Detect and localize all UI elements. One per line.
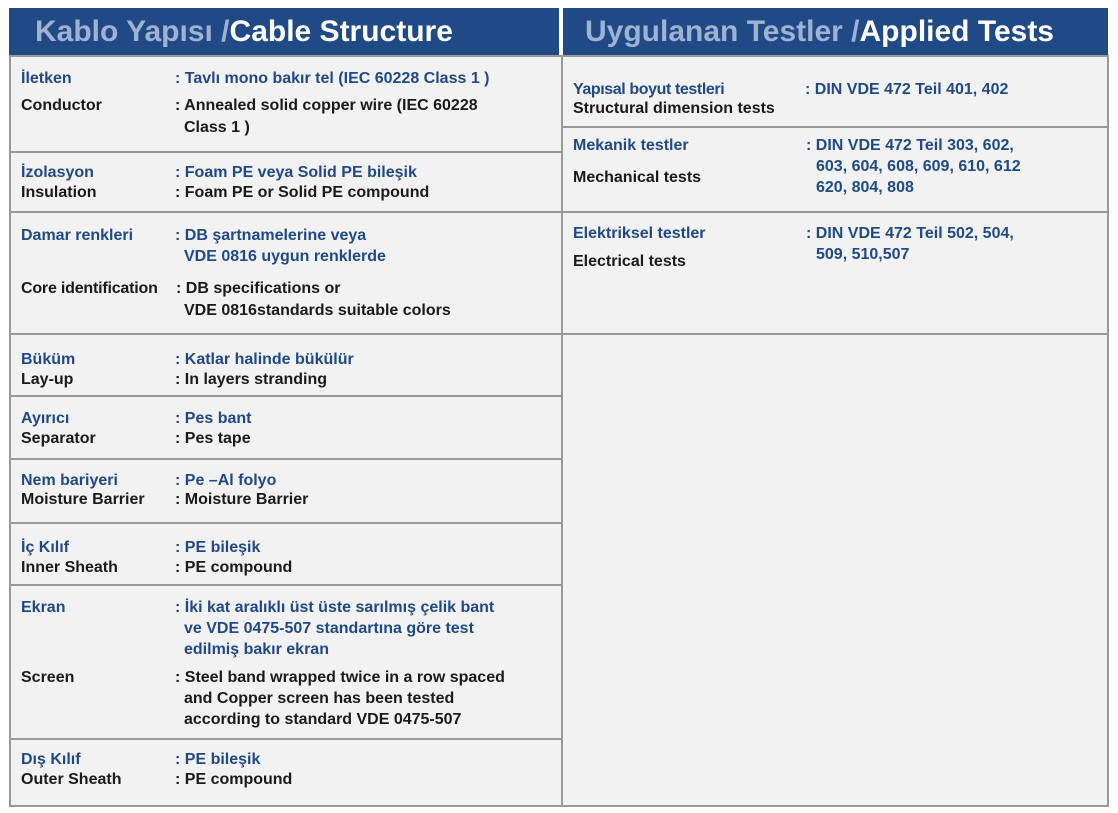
core-label-tr: Damar renkleri <box>21 227 134 244</box>
header-right-en: Applied Tests <box>859 14 1054 48</box>
mechanical-value-1: : DIN VDE 472 Teil 303, 602, <box>806 137 1014 154</box>
row-divider <box>9 522 562 524</box>
header-left-tr: Kablo Yapısı / <box>35 14 230 48</box>
electrical-label-tr: Elektriksel testler <box>573 225 706 242</box>
inner-value-tr: : PE bileşik <box>175 539 261 556</box>
insulation-label-tr: İzolasyon <box>21 164 94 181</box>
inner-label-en: Inner Sheath <box>21 559 118 576</box>
inner-label-tr: İç Kılıf <box>21 539 70 556</box>
conductor-value-tr: : Tavlı mono bakır tel (IEC 60228 Class 1 ) <box>175 70 490 87</box>
structural-label-tr: Yapısal boyut testleri <box>573 81 725 98</box>
conductor-label-tr: İletken <box>21 70 72 87</box>
moisture-label-en: Moisture Barrier <box>21 491 145 508</box>
row-divider <box>9 211 562 213</box>
structural-value: : DIN VDE 472 Teil 401, 402 <box>805 81 1009 98</box>
layup-label-tr: Büküm <box>21 351 76 368</box>
separator-value-en: : Pes tape <box>175 430 251 447</box>
row-divider <box>9 584 562 586</box>
column-divider <box>561 55 563 807</box>
insulation-value-tr: : Foam PE veya Solid PE bileşik <box>175 164 417 181</box>
outer-value-en: : PE compound <box>175 771 293 788</box>
insulation-value-en: : Foam PE or Solid PE compound <box>175 184 430 201</box>
row-divider <box>9 738 562 740</box>
electrical-label-en: Electrical tests <box>573 253 686 270</box>
conductor-value-en-1: : Annealed solid copper wire (IEC 60228 <box>175 97 478 114</box>
screen-value-en-1: : Steel band wrapped twice in a row spaced <box>175 669 505 686</box>
header-left-en: Cable Structure <box>229 14 453 48</box>
screen-value-en-2: and Copper screen has been tested <box>184 690 455 707</box>
separator-value-tr: : Pes bant <box>175 410 252 427</box>
core-value-en-1: : DB specifications or <box>176 280 341 297</box>
screen-value-tr-1: : İki kat aralıklı üst üste sarılmış çelik bant <box>175 599 495 616</box>
applied-tests-header <box>563 8 1108 55</box>
core-value-tr-1: : DB şartnamelerine veya <box>175 227 367 244</box>
electrical-value-2: 509, 510,507 <box>816 246 910 263</box>
outer-label-tr: Dış Kılıf <box>21 751 81 768</box>
moisture-value-en: : Moisture Barrier <box>175 491 309 508</box>
row-divider <box>562 211 1109 213</box>
core-value-en-2: VDE 0816standards suitable colors <box>184 302 451 319</box>
row-divider <box>9 395 562 397</box>
screen-label-en: Screen <box>21 669 75 686</box>
screen-value-tr-3: edilmiş bakır ekran <box>184 641 329 658</box>
layup-value-tr: : Katlar halinde bükülür <box>175 351 354 368</box>
inner-value-en: : PE compound <box>175 559 293 576</box>
layup-label-en: Lay-up <box>21 371 74 388</box>
core-value-tr-2: VDE 0816 uygun renklerde <box>184 248 386 265</box>
separator-label-en: Separator <box>21 430 96 447</box>
mechanical-label-en: Mechanical tests <box>573 169 702 186</box>
cable-structure-header <box>9 8 559 55</box>
screen-value-tr-2: ve VDE 0475-507 standartına göre test <box>184 620 474 637</box>
core-label-en: Core identification <box>21 280 158 297</box>
row-divider <box>562 333 1109 335</box>
header-right-tr: Uygulanan Testler / <box>585 14 860 48</box>
screen-value-en-3: according to standard VDE 0475-507 <box>184 711 462 728</box>
moisture-value-tr: : Pe –Al folyo <box>175 472 277 489</box>
row-divider <box>9 151 562 153</box>
mechanical-label-tr: Mekanik testler <box>573 137 689 154</box>
screen-label-tr: Ekran <box>21 599 66 616</box>
mechanical-value-3: 620, 804, 808 <box>816 179 914 196</box>
separator-label-tr: Ayırıcı <box>21 410 70 427</box>
insulation-label-en: Insulation <box>21 184 97 201</box>
structural-label-en: Structural dimension tests <box>573 100 775 117</box>
conductor-label-en: Conductor <box>21 97 102 114</box>
outer-value-tr: : PE bileşik <box>175 751 261 768</box>
row-divider <box>562 126 1109 128</box>
moisture-label-tr: Nem bariyeri <box>21 472 118 489</box>
row-divider <box>9 333 562 335</box>
layup-value-en: : In layers stranding <box>175 371 328 388</box>
outer-label-en: Outer Sheath <box>21 771 122 788</box>
electrical-value-1: : DIN VDE 472 Teil 502, 504, <box>806 225 1014 242</box>
conductor-value-en-2: Class 1 ) <box>184 119 250 136</box>
mechanical-value-2: 603, 604, 608, 609, 610, 612 <box>816 158 1021 175</box>
row-divider <box>9 458 562 460</box>
